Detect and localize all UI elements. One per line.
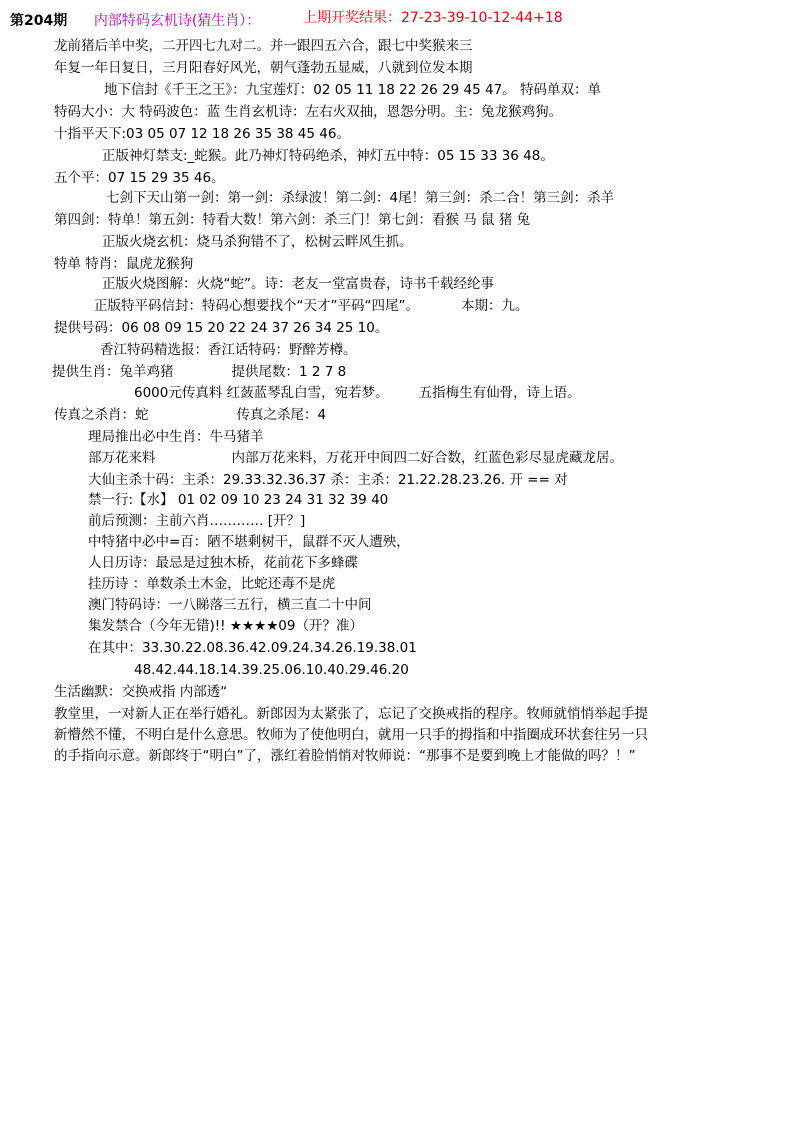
text-line	[52, 362, 346, 382]
text-line: 正版火烧玄机：烧马杀狗错不了，松树云畔风生抓。	[102, 234, 413, 250]
text-line: 提供号码：06 08 09 15 20 22 24 37 26 34 25 10。	[54, 320, 389, 336]
text-segment: 传真之杀尾：4	[236, 407, 327, 423]
text-line: 正版火烧图解：火烧“蛇”。诗：老友一堂富贵春，诗书千载经纶事	[102, 276, 494, 292]
text-segment: 提供生肖：兔羊鸡猪	[52, 364, 174, 380]
text-line: 挂历诗 ：单数杀土木金，比蛇还毒不是虎	[88, 576, 336, 592]
text-line	[54, 405, 326, 425]
text-line: 48.42.44.18.14.39.25.06.10.40.29.46.20	[134, 662, 409, 678]
text-segment: 本期：九。	[460, 298, 529, 314]
text-segment: 提供尾数：1 2 7 8	[231, 364, 347, 380]
last-result: 上期开奖结果：27-23-39-10-12-44+18	[303, 10, 563, 26]
text-line: 地下信封《千王之王》：九宝莲灯：02 05 11 18 22 26 29 45 47。 特码单双：单	[104, 82, 601, 98]
text-line	[88, 448, 623, 468]
header-row	[10, 11, 260, 31]
text-line: 人日历诗：最忌是过独木桥，花前花下多蜂碟	[88, 555, 358, 571]
text-line: 集发禁合（今年无错)!! ★★★★09（开？准）	[88, 618, 363, 634]
text-line: 前后预测：主前六肖………… [开？]	[88, 513, 306, 529]
text-segment: 6000元传真料 红蔹蓝琴乱白雪，宛若梦。	[134, 385, 389, 401]
text-segment: 五指梅生有仙骨，诗上语。	[418, 385, 581, 401]
text-segment: 传真之杀肖：蛇	[54, 407, 149, 423]
text-segment: 正版特平码信封：特码心想要找个“天才”平码“四尾”。	[94, 298, 419, 314]
text-line: 理局推出必中生肖：牛马猪羊	[88, 429, 264, 445]
text-line	[94, 296, 528, 316]
text-segment: 部万花来料	[88, 450, 156, 466]
text-line	[134, 383, 581, 403]
text-line: 特码大小：大 特码波色：蓝 生肖玄机诗：左右火双抽，恩怨分明。主：兔龙猴鸡狗。	[54, 104, 563, 120]
text-line: 第四剑：特单！第五剑：特看大数！第六剑：杀三门！第七剑：看猴 马 鼠 猪 兔	[54, 212, 531, 228]
issue-number: 第204期	[10, 13, 68, 29]
text-line: 澳门特码诗：一八睇落三五行，横三直二十中间	[88, 597, 372, 613]
text-line: 的手指向示意。新郎终于“明白”了，涨红着脸悄悄对牧师说：“那事不是要到晚上才能做的吗？！”	[54, 748, 636, 764]
text-line: 在其中：33.30.22.08.36.42.09.24.34.26.19.38.01	[88, 640, 417, 656]
text-line: 生活幽默：交换戒指 内部透“	[54, 684, 228, 700]
poem-title: 内部特码玄机诗(猜生肖）：	[93, 13, 261, 29]
text-line: 新懵然不懂，不明白是什么意思。牧师为了使他明白，就用一只手的拇指和中指圈成环状套往另一只	[54, 727, 648, 743]
text-line: 五个平：07 15 29 35 46。	[54, 170, 225, 186]
text-line: 年复一年日复日，三月阳春好风光，朝气蓬勃五显威，八就到位发本期	[54, 60, 473, 76]
text-line: 龙前猪后羊中奖，二开四七九对二。并一跟四五六合，跟七中奖猴来三	[54, 38, 473, 54]
text-line: 七剑下天山第一剑：第一剑：杀绿波！第二剑：4尾！第三剑：杀二合！第三剑：杀羊	[106, 190, 615, 206]
text-line: 大仙主杀十码：主杀：29.33.32.36.37 杀：主杀：21.22.28.23.26. 开 == 对	[88, 472, 568, 488]
text-line: 香江特码精选报：香江话特码：野醉芳樽。	[100, 342, 357, 358]
text-line: 十指平天下:03 05 07 12 18 26 35 38 45 46。	[54, 126, 350, 142]
text-line: 中特猪中必中=百：陋不堪剩树干，鼠群不灭人遭殃，	[88, 534, 410, 550]
text-line: 教堂里，一对新人正在举行婚礼。新郎因为太紧张了，忘记了交换戒指的程序。牧师就悄悄举起手提	[54, 706, 648, 722]
text-line: 特单 特肖：鼠虎龙猴狗	[54, 256, 194, 272]
text-segment: 内部万花来料，万花开中间四二好合数，红蓝色彩尽显虎藏龙居。	[231, 450, 623, 466]
text-line: 正版神灯禁支:_蛇猴。此乃神灯特码绝杀，神灯五中特：05 15 33 36 48。	[102, 148, 554, 164]
text-line: 禁一行:【水】 01 02 09 10 23 24 31 32 39 40	[88, 492, 389, 508]
